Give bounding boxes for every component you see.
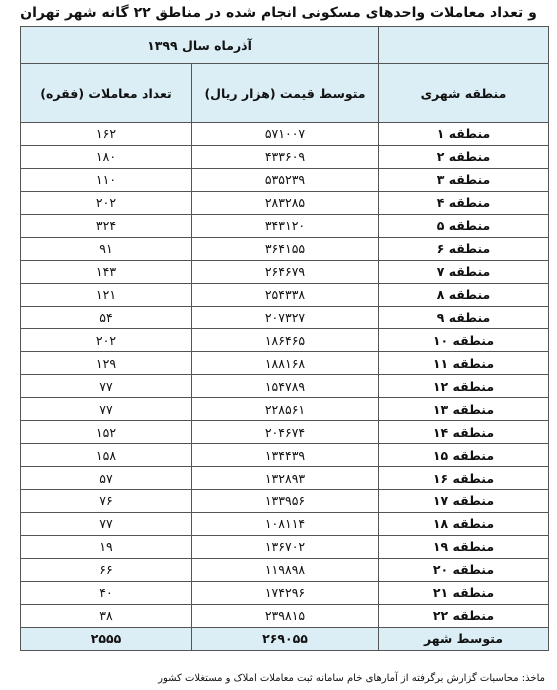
average-row xyxy=(21,627,549,650)
price-cell: ۱۳۳۹۵۶ xyxy=(192,490,379,513)
region-cell: منطقه ۱۵ xyxy=(379,444,549,467)
count-cell: ۶۶ xyxy=(21,558,192,581)
region-cell: منطقه ۴ xyxy=(379,191,549,214)
count-cell: ۱۶۲ xyxy=(21,123,192,146)
count-cell: ۵۴ xyxy=(21,306,192,329)
header-row-columns xyxy=(21,64,549,123)
count-cell: ۷۷ xyxy=(21,398,192,421)
region-cell: منطقه ۲۰ xyxy=(379,558,549,581)
table-row xyxy=(21,168,549,191)
price-cell: ۱۸۶۴۶۵ xyxy=(192,329,379,352)
price-cell: ۴۳۳۶۰۹ xyxy=(192,145,379,168)
price-cell: ۳۴۳۱۲۰ xyxy=(192,214,379,237)
table-row xyxy=(21,535,549,558)
price-cell: ۱۳۲۸۹۳ xyxy=(192,467,379,490)
price-cell: ۱۳۴۴۳۹ xyxy=(192,444,379,467)
region-cell: منطقه ۲ xyxy=(379,145,549,168)
average-label: متوسط شهر xyxy=(379,627,549,650)
region-cell: منطقه ۱ xyxy=(379,123,549,146)
count-cell: ۲۰۲ xyxy=(21,191,192,214)
count-cell: ۹۱ xyxy=(21,237,192,260)
count-cell: ۳۸ xyxy=(21,604,192,627)
price-cell: ۳۶۴۱۵۵ xyxy=(192,237,379,260)
region-cell: منطقه ۱۹ xyxy=(379,535,549,558)
table-row xyxy=(21,512,549,535)
region-cell: منطقه ۱۰ xyxy=(379,329,549,352)
region-cell: منطقه ۲۱ xyxy=(379,581,549,604)
table-row xyxy=(21,398,549,421)
region-cell: منطقه ۸ xyxy=(379,283,549,306)
price-cell: ۲۵۴۳۳۸ xyxy=(192,283,379,306)
table-row xyxy=(21,444,549,467)
region-cell: منطقه ۱۷ xyxy=(379,490,549,513)
region-cell: منطقه ۱۶ xyxy=(379,467,549,490)
table-row xyxy=(21,352,549,375)
count-cell: ۵۷ xyxy=(21,467,192,490)
source-note: ماخذ: محاسبات گزارش برگرفته از آمارهای خام سامانه ثبت معاملات املاک و مستغلات کشور xyxy=(158,673,545,684)
header-period: آذرماه سال ۱۳۹۹ xyxy=(21,27,379,64)
price-cell: ۱۸۸۱۶۸ xyxy=(192,352,379,375)
count-cell: ۲۰۲ xyxy=(21,329,192,352)
region-cell: منطقه ۱۴ xyxy=(379,421,549,444)
region-cell: منطقه ۲۲ xyxy=(379,604,549,627)
price-cell: ۱۰۸۱۱۴ xyxy=(192,512,379,535)
table-row xyxy=(21,191,549,214)
average-price: ۲۶۹۰۵۵ xyxy=(192,627,379,650)
price-cell: ۱۱۹۸۹۸ xyxy=(192,558,379,581)
table-row xyxy=(21,558,549,581)
price-cell: ۱۵۴۷۸۹ xyxy=(192,375,379,398)
table-row xyxy=(21,260,549,283)
region-cell: منطقه ۳ xyxy=(379,168,549,191)
region-cell: منطقه ۱۲ xyxy=(379,375,549,398)
table-row xyxy=(21,329,549,352)
price-cell: ۲۰۴۶۷۴ xyxy=(192,421,379,444)
region-cell: منطقه ۱۱ xyxy=(379,352,549,375)
header-price: متوسط قیمت (هزار ریال) xyxy=(192,64,379,123)
price-cell: ۱۳۶۷۰۲ xyxy=(192,535,379,558)
price-cell: ۲۰۷۳۲۷ xyxy=(192,306,379,329)
region-cell: منطقه ۱۸ xyxy=(379,512,549,535)
region-cell: منطقه ۷ xyxy=(379,260,549,283)
region-cell: منطقه ۵ xyxy=(379,214,549,237)
count-cell: ۷۷ xyxy=(21,375,192,398)
table-row xyxy=(21,421,549,444)
region-cell: منطقه ۹ xyxy=(379,306,549,329)
region-cell: منطقه ۱۳ xyxy=(379,398,549,421)
total-count: ۲۵۵۵ xyxy=(21,627,192,650)
table-row xyxy=(21,283,549,306)
table-row xyxy=(21,145,549,168)
price-cell: ۲۳۹۸۱۵ xyxy=(192,604,379,627)
price-cell: ۵۷۱۰۰۷ xyxy=(192,123,379,146)
table-row xyxy=(21,306,549,329)
count-cell: ۱۹ xyxy=(21,535,192,558)
header-region: منطقه شهری xyxy=(379,64,549,123)
header-row-period xyxy=(21,27,549,64)
price-cell: ۲۲۸۵۶۱ xyxy=(192,398,379,421)
header-count: تعداد معاملات (فقره) xyxy=(21,64,192,123)
table-title: و تعداد معاملات واحدهای مسکونی انجام شده در مناطق ۲۲ گانه شهر تهران xyxy=(20,5,537,21)
price-cell: ۵۳۵۲۳۹ xyxy=(192,168,379,191)
table-row xyxy=(21,490,549,513)
transactions-table xyxy=(20,26,549,651)
count-cell: ۷۶ xyxy=(21,490,192,513)
count-cell: ۱۸۰ xyxy=(21,145,192,168)
table-row xyxy=(21,375,549,398)
count-cell: ۴۰ xyxy=(21,581,192,604)
count-cell: ۱۵۲ xyxy=(21,421,192,444)
region-cell: منطقه ۶ xyxy=(379,237,549,260)
price-cell: ۱۷۴۲۹۶ xyxy=(192,581,379,604)
count-cell: ۷۷ xyxy=(21,512,192,535)
table-row xyxy=(21,214,549,237)
table-row xyxy=(21,581,549,604)
table-row xyxy=(21,467,549,490)
count-cell: ۱۴۳ xyxy=(21,260,192,283)
price-cell: ۲۶۴۶۷۹ xyxy=(192,260,379,283)
count-cell: ۱۲۹ xyxy=(21,352,192,375)
count-cell: ۱۱۰ xyxy=(21,168,192,191)
price-cell: ۲۸۳۲۸۵ xyxy=(192,191,379,214)
table-row xyxy=(21,123,549,146)
header-blank-cell xyxy=(379,27,549,64)
table-row xyxy=(21,604,549,627)
count-cell: ۳۲۴ xyxy=(21,214,192,237)
count-cell: ۱۵۸ xyxy=(21,444,192,467)
count-cell: ۱۲۱ xyxy=(21,283,192,306)
table-row xyxy=(21,237,549,260)
